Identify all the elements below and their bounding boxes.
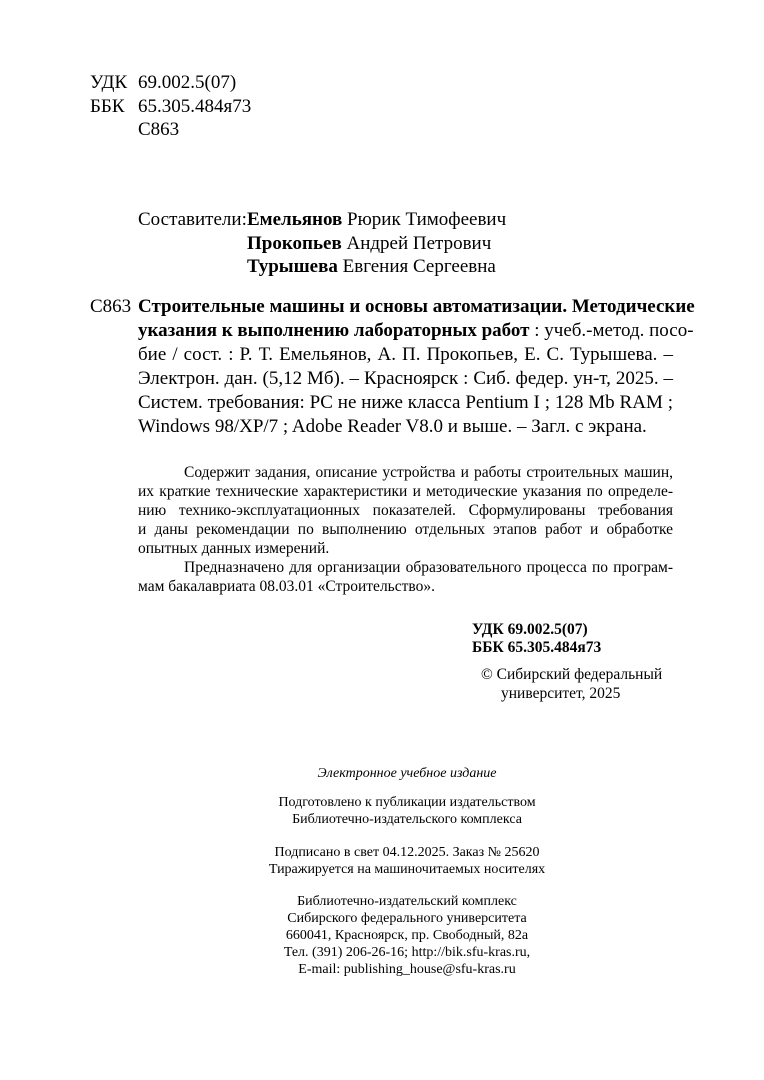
udk-right: УДК 69.002.5(07) [472,621,588,638]
compiler-2-name: Андрей Петрович [346,233,492,254]
bbk-label: ББК [90,96,125,117]
bbk-value: 65.305.484я73 [138,96,252,117]
signed-line: Подписано в свет 04.12.2025. Заказ № 25620 [274,845,540,860]
compiler-1 [247,208,506,232]
annotation-line: Предназначено для организации образовательного процесса по програм- [184,559,673,576]
copyright-line1: © Сибирский федеральный [481,666,663,683]
annotation [138,463,673,596]
bib-title-rest: : учеб.-метод. посо- [529,320,694,341]
publisher-line: Тел. (391) 206-26-16; http://bik.sfu-kras.ru, [283,945,531,960]
bib-title-part1: Строительные машины и основы автоматизации. Методические [138,296,695,317]
publisher-line: Библиотечно-издательский комплекс [297,894,517,909]
bib-title-line2 [138,319,694,343]
annotation-line: нию технико-эксплуатационных показателей. Сформулированы требования [138,502,673,519]
udk-value: 69.002.5(07) [138,72,237,93]
annotation-line: их краткие технические характеристики и методические указания по определе- [138,483,673,500]
compilers-label: Составители: [138,209,247,230]
udk-label: УДК [90,72,128,93]
bib-line6: Windows 98/XP/7 ; Adobe Reader V8.0 и выше. – Загл. с экрана. [138,416,647,437]
annotation-line: и даны рекомендации по выполнению отдельных этапов работ и обработке [138,521,673,538]
bib-title-line1 [138,295,695,319]
compiler-1-name: Рюрик Тимофеевич [347,209,507,230]
annotation-line: Содержит задания, описание устройства и работы строительных машин, [184,464,673,481]
bib-title-part2: указания к выполнению лабораторных работ [138,320,530,341]
compiler-1-surname: Емельянов [247,209,343,230]
bib-description [138,295,695,439]
prepared-line2: Библиотечно-издательского комплекса [292,812,522,827]
compiler-2 [247,232,491,256]
edition-type: Электронное учебное издание [317,766,497,781]
prepared-line1: Подготовлено к публикации издательством [278,795,536,810]
bib-mark: С863 [90,296,132,317]
publisher-line: 660041, Красноярск, пр. Свободный, 82а [285,928,529,943]
bib-line4: Электрон. дан. (5,12 Мб). – Красноярск : Сиб. федер. ун-т, 2025. – [138,368,673,389]
bbk-line [90,95,251,119]
udk-line [90,71,236,95]
compiler-3-name: Евгения Сергеевна [342,256,496,277]
compiler-3 [247,255,496,279]
compiler-3-surname: Турышева [247,256,338,277]
bib-line5: Систем. требования: PC не ниже класса Pentium I ; 128 Mb RAM ; [138,392,673,413]
replicated-line: Тиражируется на машиночитаемых носителях [268,862,546,877]
compiler-2-surname: Прокопьев [247,233,342,254]
copyright-line2: университет, 2025 [501,685,621,702]
bib-line3: бие / сост. : Р. Т. Емельянов, А. П. Прокопьев, Е. С. Турышева. – [138,344,673,365]
author-mark: С863 [138,119,180,140]
bbk-right: ББК 65.305.484я73 [472,639,602,656]
publisher-line: E-mail: publishing_house@sfu-kras.ru [298,962,516,977]
annotation-line: мам бакалавриата 08.03.01 «Строительство». [138,578,435,595]
annotation-line: опытных данных измерений. [138,540,330,557]
publisher-line: Сибирского федерального университета [287,911,527,926]
